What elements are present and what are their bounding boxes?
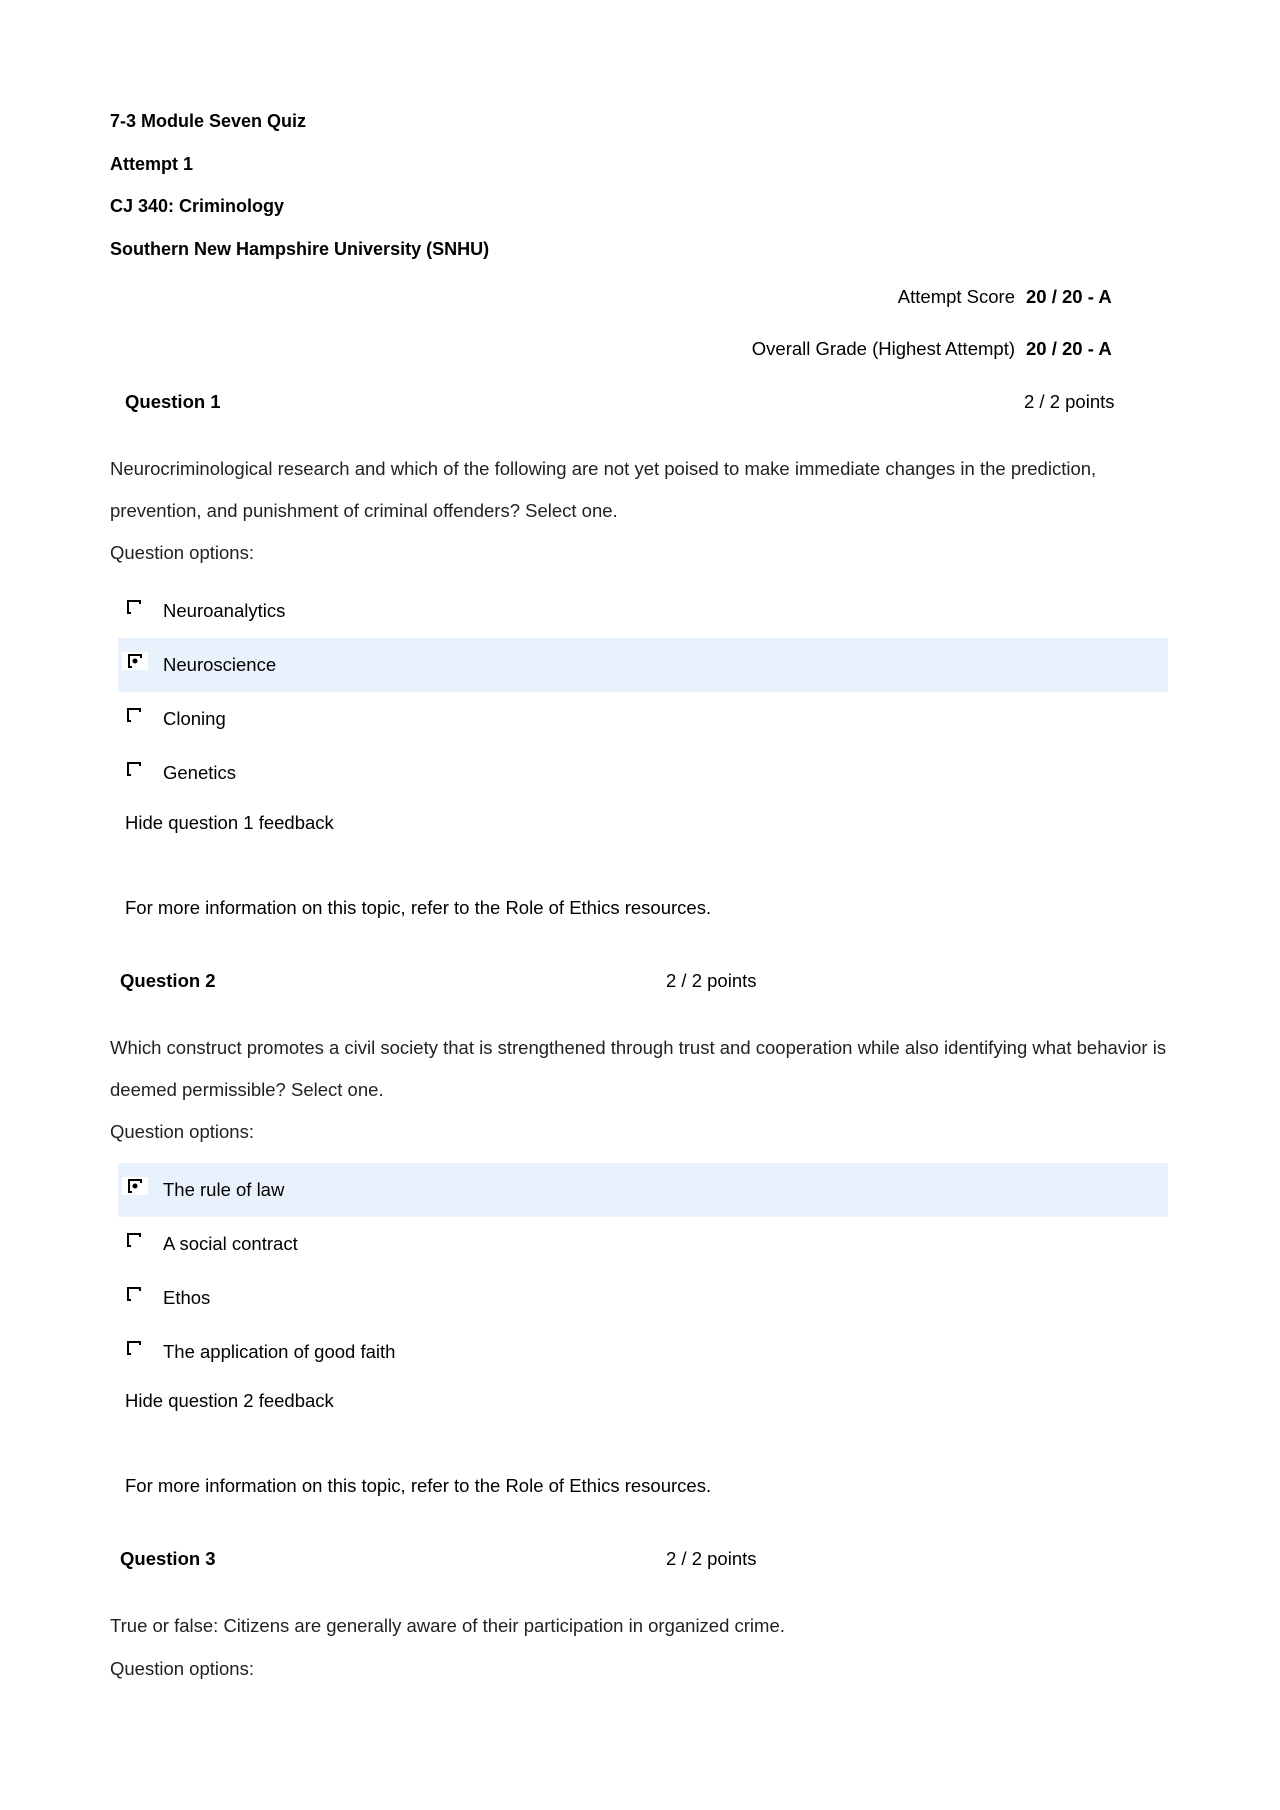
question-options-label: Question options:	[110, 542, 254, 563]
attempt-score-value: 20 / 20 - A	[1026, 286, 1112, 307]
option-label: The application of good faith	[163, 1341, 396, 1362]
radio-unchecked-icon[interactable]	[125, 1339, 143, 1357]
radio-unchecked-icon[interactable]	[125, 706, 143, 724]
option-label: A social contract	[163, 1233, 298, 1254]
radio-unchecked-icon[interactable]	[125, 1285, 143, 1303]
answer-option[interactable]	[118, 584, 1168, 638]
option-label: Neuroscience	[163, 654, 277, 675]
answer-option[interactable]	[118, 1325, 1168, 1379]
answer-option-selected[interactable]	[118, 638, 1168, 692]
question-points: 2 / 2 points	[666, 1548, 757, 1569]
feedback-text: For more information on this topic, refer to the Role of Ethics resources.	[125, 897, 712, 918]
question-points: 2 / 2 points	[1024, 391, 1115, 412]
radio-checked-icon[interactable]	[122, 1177, 148, 1195]
question-text: True or false: Citizens are generally aware of their participation in organized crime.	[110, 1615, 785, 1636]
question-text: Neurocriminological research and which of the following are not yet poised to make immediate changes in the prediction, prevention, and punishment of criminal offenders? Select one.	[110, 458, 1097, 521]
option-label: Ethos	[163, 1287, 211, 1308]
answer-option[interactable]	[118, 692, 1168, 746]
radio-unchecked-icon[interactable]	[125, 1231, 143, 1249]
option-label: Neuroanalytics	[163, 600, 286, 621]
radio-unchecked-icon[interactable]	[125, 598, 143, 616]
question-options-label: Question options:	[110, 1121, 254, 1142]
feedback-text: For more information on this topic, refer to the Role of Ethics resources.	[125, 1475, 712, 1496]
hide-feedback-link[interactable]: Hide question 1 feedback	[125, 812, 334, 833]
answer-option-selected[interactable]	[118, 1163, 1168, 1217]
attempt-score-label: Attempt Score	[897, 286, 1015, 307]
overall-grade-label: Overall Grade (Highest Attempt)	[751, 338, 1015, 359]
answer-option[interactable]	[118, 1271, 1168, 1325]
answer-option[interactable]	[118, 746, 1168, 800]
course-name: CJ 340: Criminology	[110, 196, 285, 216]
option-label: The rule of law	[163, 1179, 285, 1200]
radio-checked-icon[interactable]	[122, 652, 148, 670]
question-text: Which construct promotes a civil society that is strengthened through trust and cooperation while also identifying what behavior is deemed permissible? Select one.	[110, 1037, 1167, 1100]
quiz-title: 7-3 Module Seven Quiz	[110, 111, 307, 131]
institution-name: Southern New Hampshire University (SNHU)	[110, 239, 490, 259]
question-title: Question 3	[120, 1548, 216, 1569]
answer-option[interactable]	[118, 1217, 1168, 1271]
overall-grade-value: 20 / 20 - A	[1026, 338, 1112, 359]
question-options-label: Question options:	[110, 1658, 254, 1679]
attempt-label: Attempt 1	[110, 154, 194, 174]
option-label: Cloning	[163, 708, 226, 729]
question-title: Question 1	[125, 391, 221, 412]
hide-feedback-link[interactable]: Hide question 2 feedback	[125, 1390, 334, 1411]
question-title: Question 2	[120, 970, 216, 991]
radio-unchecked-icon[interactable]	[125, 760, 143, 778]
option-label: Genetics	[163, 762, 237, 783]
question-points: 2 / 2 points	[666, 970, 757, 991]
